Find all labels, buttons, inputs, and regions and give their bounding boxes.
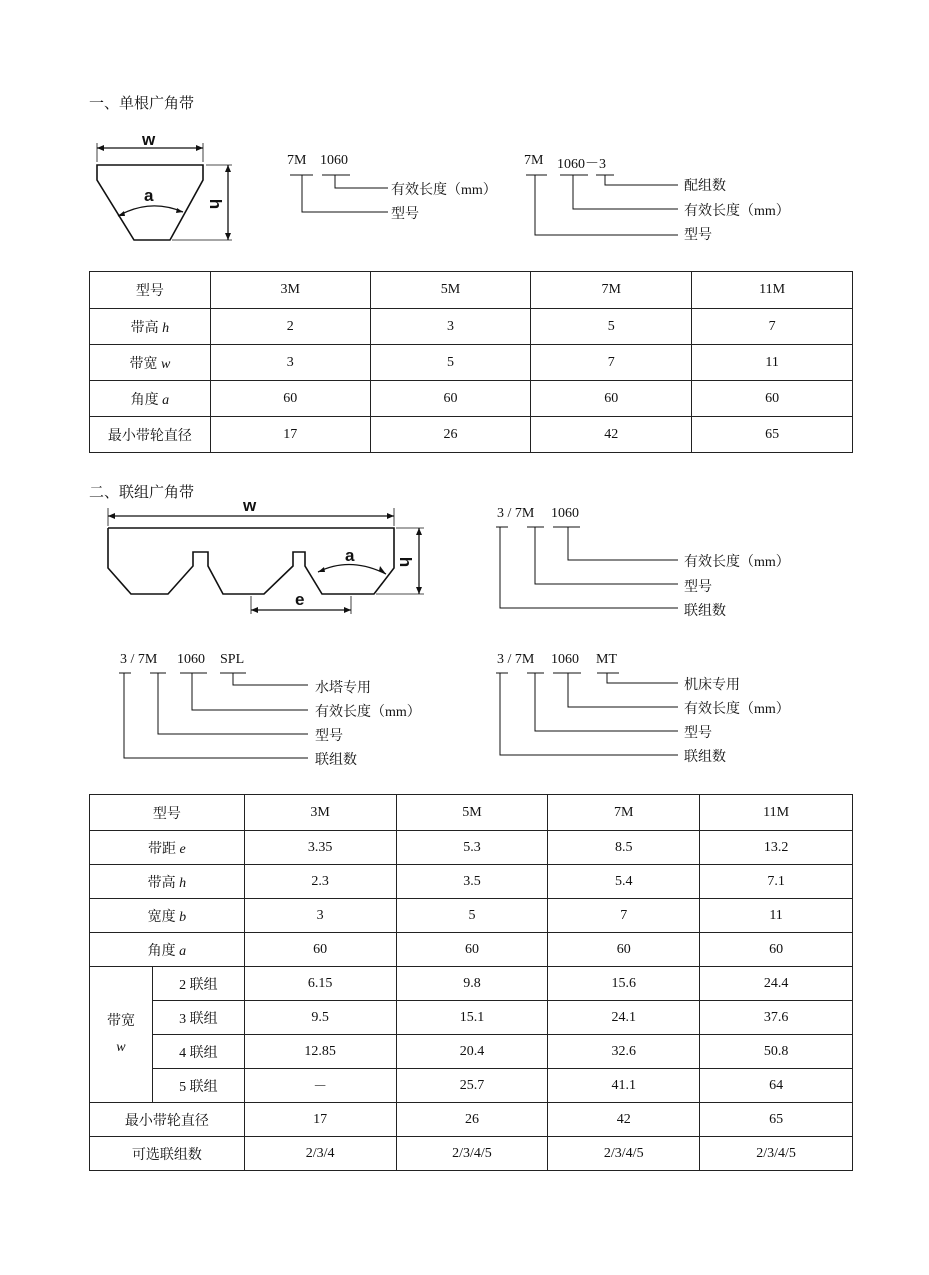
table-cell: 2/3/4/5 — [548, 1137, 700, 1171]
banded-fig-h-label: h — [396, 556, 416, 568]
s2code1-length-label: 有效长度（mm） — [684, 555, 790, 570]
row-label: 角度 a — [90, 933, 245, 967]
s2code2-model-label: 型号 — [315, 729, 343, 744]
s2code2-count-label: 联组数 — [315, 753, 357, 768]
table-cell: 20.4 — [396, 1035, 548, 1069]
table-cell: 5 — [531, 309, 692, 345]
table-cell: － — [244, 1069, 396, 1103]
banded-fig-w-label: w — [243, 496, 257, 515]
sub-row-label: 4 联组 — [152, 1035, 244, 1069]
table-cell: 64 — [700, 1069, 853, 1103]
code2-length: 1060－3 — [557, 157, 606, 172]
table-cell: 5 — [396, 899, 548, 933]
row-label: 可选联组数 — [90, 1137, 245, 1171]
row-label: 带距 e — [90, 831, 245, 865]
table-cell: 5 — [370, 345, 531, 381]
header-cell: 11M — [700, 795, 853, 831]
s2code3-count: 3 / 7M — [497, 652, 535, 667]
table-cell: 13.2 — [700, 831, 853, 865]
table-cell: 24.4 — [700, 967, 853, 1001]
table-cell: 3 — [244, 899, 396, 933]
table-cell: 2.3 — [244, 865, 396, 899]
table-cell: 60 — [700, 933, 853, 967]
s2code1-count-label: 联组数 — [684, 604, 726, 619]
table-cell: 2/3/4 — [244, 1137, 396, 1171]
s2code2-suffix: SPL — [220, 652, 245, 667]
table-cell: 26 — [370, 417, 531, 453]
group-label: 带宽 w — [90, 967, 153, 1103]
header-cell: 11M — [692, 272, 853, 309]
table-cell: 8.5 — [548, 831, 700, 865]
row-label: 带高 h — [90, 309, 211, 345]
row-label: 最小带轮直径 — [90, 417, 211, 453]
row-label: 角度 a — [90, 381, 211, 417]
table-cell: 7 — [531, 345, 692, 381]
table-cell: 3.35 — [244, 831, 396, 865]
s2code1-length: 1060 — [551, 506, 579, 521]
sub-row-label: 2 联组 — [152, 967, 244, 1001]
table-row — [90, 865, 853, 899]
table-cell: 60 — [548, 933, 700, 967]
header-cell: 3M — [244, 795, 396, 831]
single-fig-h-label: h — [206, 198, 226, 210]
table-cell: 32.6 — [548, 1035, 700, 1069]
header-cell: 5M — [396, 795, 548, 831]
row-label: 带宽 w — [90, 345, 211, 381]
table-row — [90, 1103, 853, 1137]
table-header-row — [90, 795, 853, 831]
s2code3-count-label: 联组数 — [684, 750, 726, 765]
table-cell: 17 — [210, 417, 370, 453]
s2code2-count: 3 / 7M — [120, 652, 158, 667]
table-cell: 11 — [692, 345, 853, 381]
table-cell: 7.1 — [700, 865, 853, 899]
table-cell: 41.1 — [548, 1069, 700, 1103]
single-fig-w-label: w — [142, 130, 156, 149]
row-label: 带高 h — [90, 865, 245, 899]
s2code3-suffix: MT — [596, 652, 617, 667]
s2code3-length: 1060 — [551, 652, 579, 667]
table-cell: 6.15 — [244, 967, 396, 1001]
table-cell: 3 — [370, 309, 531, 345]
sub-row-label: 3 联组 — [152, 1001, 244, 1035]
table-row — [90, 933, 853, 967]
table-cell: 65 — [700, 1103, 853, 1137]
table-cell: 60 — [396, 933, 548, 967]
header-cell: 5M — [370, 272, 531, 309]
header-cell: 7M — [531, 272, 692, 309]
table-cell: 9.5 — [244, 1001, 396, 1035]
table-cell: 15.6 — [548, 967, 700, 1001]
table-cell: 2 — [210, 309, 370, 345]
table-cell: 60 — [370, 381, 531, 417]
table-cell: 7 — [692, 309, 853, 345]
code1-length: 1060 — [320, 153, 348, 168]
table-cell: 2/3/4/5 — [396, 1137, 548, 1171]
table-cell: 42 — [548, 1103, 700, 1137]
sub-row-label: 5 联组 — [152, 1069, 244, 1103]
code2-model-label: 型号 — [684, 228, 712, 243]
s2code3-model-label: 型号 — [684, 726, 712, 741]
table-cell: 42 — [531, 417, 692, 453]
section1-heading: 一、单根广角带 — [89, 96, 195, 112]
code2-count-label: 配组数 — [684, 179, 726, 194]
table-cell: 7 — [548, 899, 700, 933]
table-row — [90, 899, 853, 933]
code1-length-label: 有效长度（mm） — [391, 183, 497, 198]
table-row — [90, 967, 853, 1001]
table-cell: 26 — [396, 1103, 548, 1137]
table-cell: 37.6 — [700, 1001, 853, 1035]
table-cell: 11 — [700, 899, 853, 933]
table-cell: 5.4 — [548, 865, 700, 899]
banded-fig-a-label: a — [345, 546, 355, 565]
table-cell: 25.7 — [396, 1069, 548, 1103]
table-cell: 24.1 — [548, 1001, 700, 1035]
section2-heading: 二、联组广角带 — [89, 485, 195, 501]
code2-length-label: 有效长度（mm） — [684, 204, 790, 219]
table-cell: 50.8 — [700, 1035, 853, 1069]
table-cell: 3 — [210, 345, 370, 381]
header-cell: 型号 — [90, 795, 245, 831]
header-cell: 型号 — [90, 272, 211, 309]
table-cell: 2/3/4/5 — [700, 1137, 853, 1171]
table-cell: 9.8 — [396, 967, 548, 1001]
table-row — [90, 1069, 853, 1103]
s2code2-suffix-label: 水塔专用 — [315, 681, 371, 696]
code2-model: 7M — [524, 153, 544, 168]
table-row — [90, 1035, 853, 1069]
single-fig-a-label: a — [144, 186, 154, 205]
row-label: 宽度 b — [90, 899, 245, 933]
table-cell: 17 — [244, 1103, 396, 1137]
table-cell: 60 — [692, 381, 853, 417]
table-cell: 3.5 — [396, 865, 548, 899]
table-row — [90, 831, 853, 865]
code1-model: 7M — [287, 153, 307, 168]
table-cell: 60 — [210, 381, 370, 417]
table-cell: 65 — [692, 417, 853, 453]
table-row — [90, 1137, 853, 1171]
table-cell: 60 — [531, 381, 692, 417]
row-label: 最小带轮直径 — [90, 1103, 245, 1137]
code1-model-label: 型号 — [391, 207, 419, 222]
table-cell: 60 — [244, 933, 396, 967]
s2code2-length-label: 有效长度（mm） — [315, 705, 421, 720]
s2code1-count: 3 / 7M — [497, 506, 535, 521]
banded-belt-spec-table — [89, 794, 853, 1171]
table-cell: 15.1 — [396, 1001, 548, 1035]
s2code1-model-label: 型号 — [684, 580, 712, 595]
table-cell: 12.85 — [244, 1035, 396, 1069]
table-row — [90, 1001, 853, 1035]
banded-fig-e-label: e — [295, 590, 305, 609]
header-cell: 3M — [210, 272, 370, 309]
header-cell: 7M — [548, 795, 700, 831]
s2code3-length-label: 有效长度（mm） — [684, 702, 790, 717]
s2code2-length: 1060 — [177, 652, 205, 667]
table-cell: 5.3 — [396, 831, 548, 865]
s2code3-suffix-label: 机床专用 — [684, 678, 740, 693]
